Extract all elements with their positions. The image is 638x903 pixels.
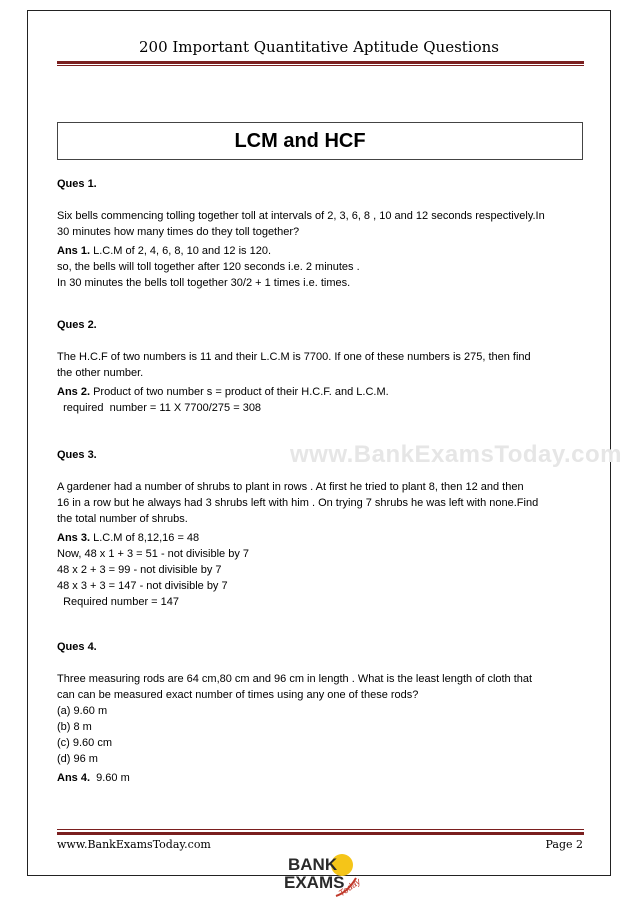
footer-rule-thin xyxy=(57,829,584,830)
question-2-text-line-1: The H.C.F of two numbers is 11 and their L.C.M is 7700. If one of these numbers is 275, then find xyxy=(57,351,531,363)
question-2-label: Ques 2. xyxy=(57,319,97,331)
question-2-text-line-2: the other number. xyxy=(57,367,144,379)
logo-word-bank: BANK xyxy=(288,855,338,874)
question-4 xyxy=(57,639,587,786)
answer-1-line-1 xyxy=(57,243,587,259)
question-1 xyxy=(57,176,587,291)
question-3-text-line-3: the total number of shrubs. xyxy=(57,513,188,525)
question-4-text-line-1: Three measuring rods are 64 cm,80 cm and 96 cm in length . What is the least length of cloth that xyxy=(57,673,533,685)
footer-website: www.BankExamsToday.com xyxy=(57,838,211,851)
answer-3-text: L.C.M of 8,12,16 = 48 xyxy=(90,532,200,544)
question-1-text-line-1: Six bells commencing tolling together toll at intervals of 2, 3, 6, 8 , 10 and 12 seconds respectively.In xyxy=(57,210,545,222)
page-header-title: 200 Important Quantitative Aptitude Questions xyxy=(138,38,500,56)
question-2 xyxy=(57,317,587,416)
option-b: (b) 8 m xyxy=(57,721,92,733)
answer-3-line-1 xyxy=(57,530,587,546)
answer-4-line-1 xyxy=(57,770,587,786)
question-4-label: Ques 4. xyxy=(57,641,97,653)
footer-rule xyxy=(57,832,584,835)
logo-word-exams: EXAMS xyxy=(284,873,345,892)
answer-3-line-5: Required number = 147 xyxy=(57,596,179,608)
answer-1-text: L.C.M of 2, 4, 6, 8, 10 and 12 is 120. xyxy=(90,245,272,257)
question-1-text-line-2: 30 minutes how many times do they toll together? xyxy=(57,226,300,238)
answer-4-label: Ans 4. xyxy=(57,772,91,784)
answer-2-line-2: required number = 11 X 7700/275 = 308 xyxy=(57,402,262,414)
answer-2-line-1 xyxy=(57,384,587,400)
watermark: www.BankExamsToday.com xyxy=(290,441,622,468)
question-4-text-line-2: can can be measured exact number of times using any one of these rods? xyxy=(57,689,419,701)
answer-2-text: Product of two number s = product of their H.C.F. and L.C.M. xyxy=(90,386,389,398)
answer-3-label: Ans 3. xyxy=(57,532,91,544)
answer-2-label: Ans 2. xyxy=(57,386,91,398)
option-a: (a) 9.60 m xyxy=(57,705,108,717)
option-c: (c) 9.60 cm xyxy=(57,737,113,749)
footer-page-number: Page 2 xyxy=(545,838,583,851)
bank-exams-today-logo xyxy=(282,852,362,900)
answer-3-line-4: 48 x 3 + 3 = 147 - not divisible by 7 xyxy=(57,580,228,592)
answer-1-line-2: so, the bells will toll together after 120 seconds i.e. 2 minutes . xyxy=(57,261,360,273)
question-1-label: Ques 1. xyxy=(57,178,97,190)
question-3-label: Ques 3. xyxy=(57,449,97,461)
answer-1-label: Ans 1. xyxy=(57,245,91,257)
answer-4-text: 9.60 m xyxy=(90,772,130,784)
question-3-text-line-2: 16 in a row but he always had 3 shrubs left with him . On trying 7 shrubs he was left with none.Find xyxy=(57,497,539,509)
answer-3-line-3: 48 x 2 + 3 = 99 - not divisible by 7 xyxy=(57,564,222,576)
question-3-text-line-1: A gardener had a number of shrubs to plant in rows . At first he tried to plant 8, then 12 and then xyxy=(57,481,524,493)
section-title-box xyxy=(57,122,583,160)
header-rule xyxy=(57,61,584,64)
section-title: LCM and HCF xyxy=(234,130,366,152)
header-rule-thin xyxy=(57,65,584,66)
answer-3-line-2: Now, 48 x 1 + 3 = 51 - not divisible by 7 xyxy=(57,548,250,560)
logo-word-today: Today xyxy=(336,876,362,899)
answer-1-line-3: In 30 minutes the bells toll together 30/2 + 1 times i.e. times. xyxy=(57,277,351,289)
option-d: (d) 96 m xyxy=(57,753,98,765)
question-3 xyxy=(57,447,587,610)
